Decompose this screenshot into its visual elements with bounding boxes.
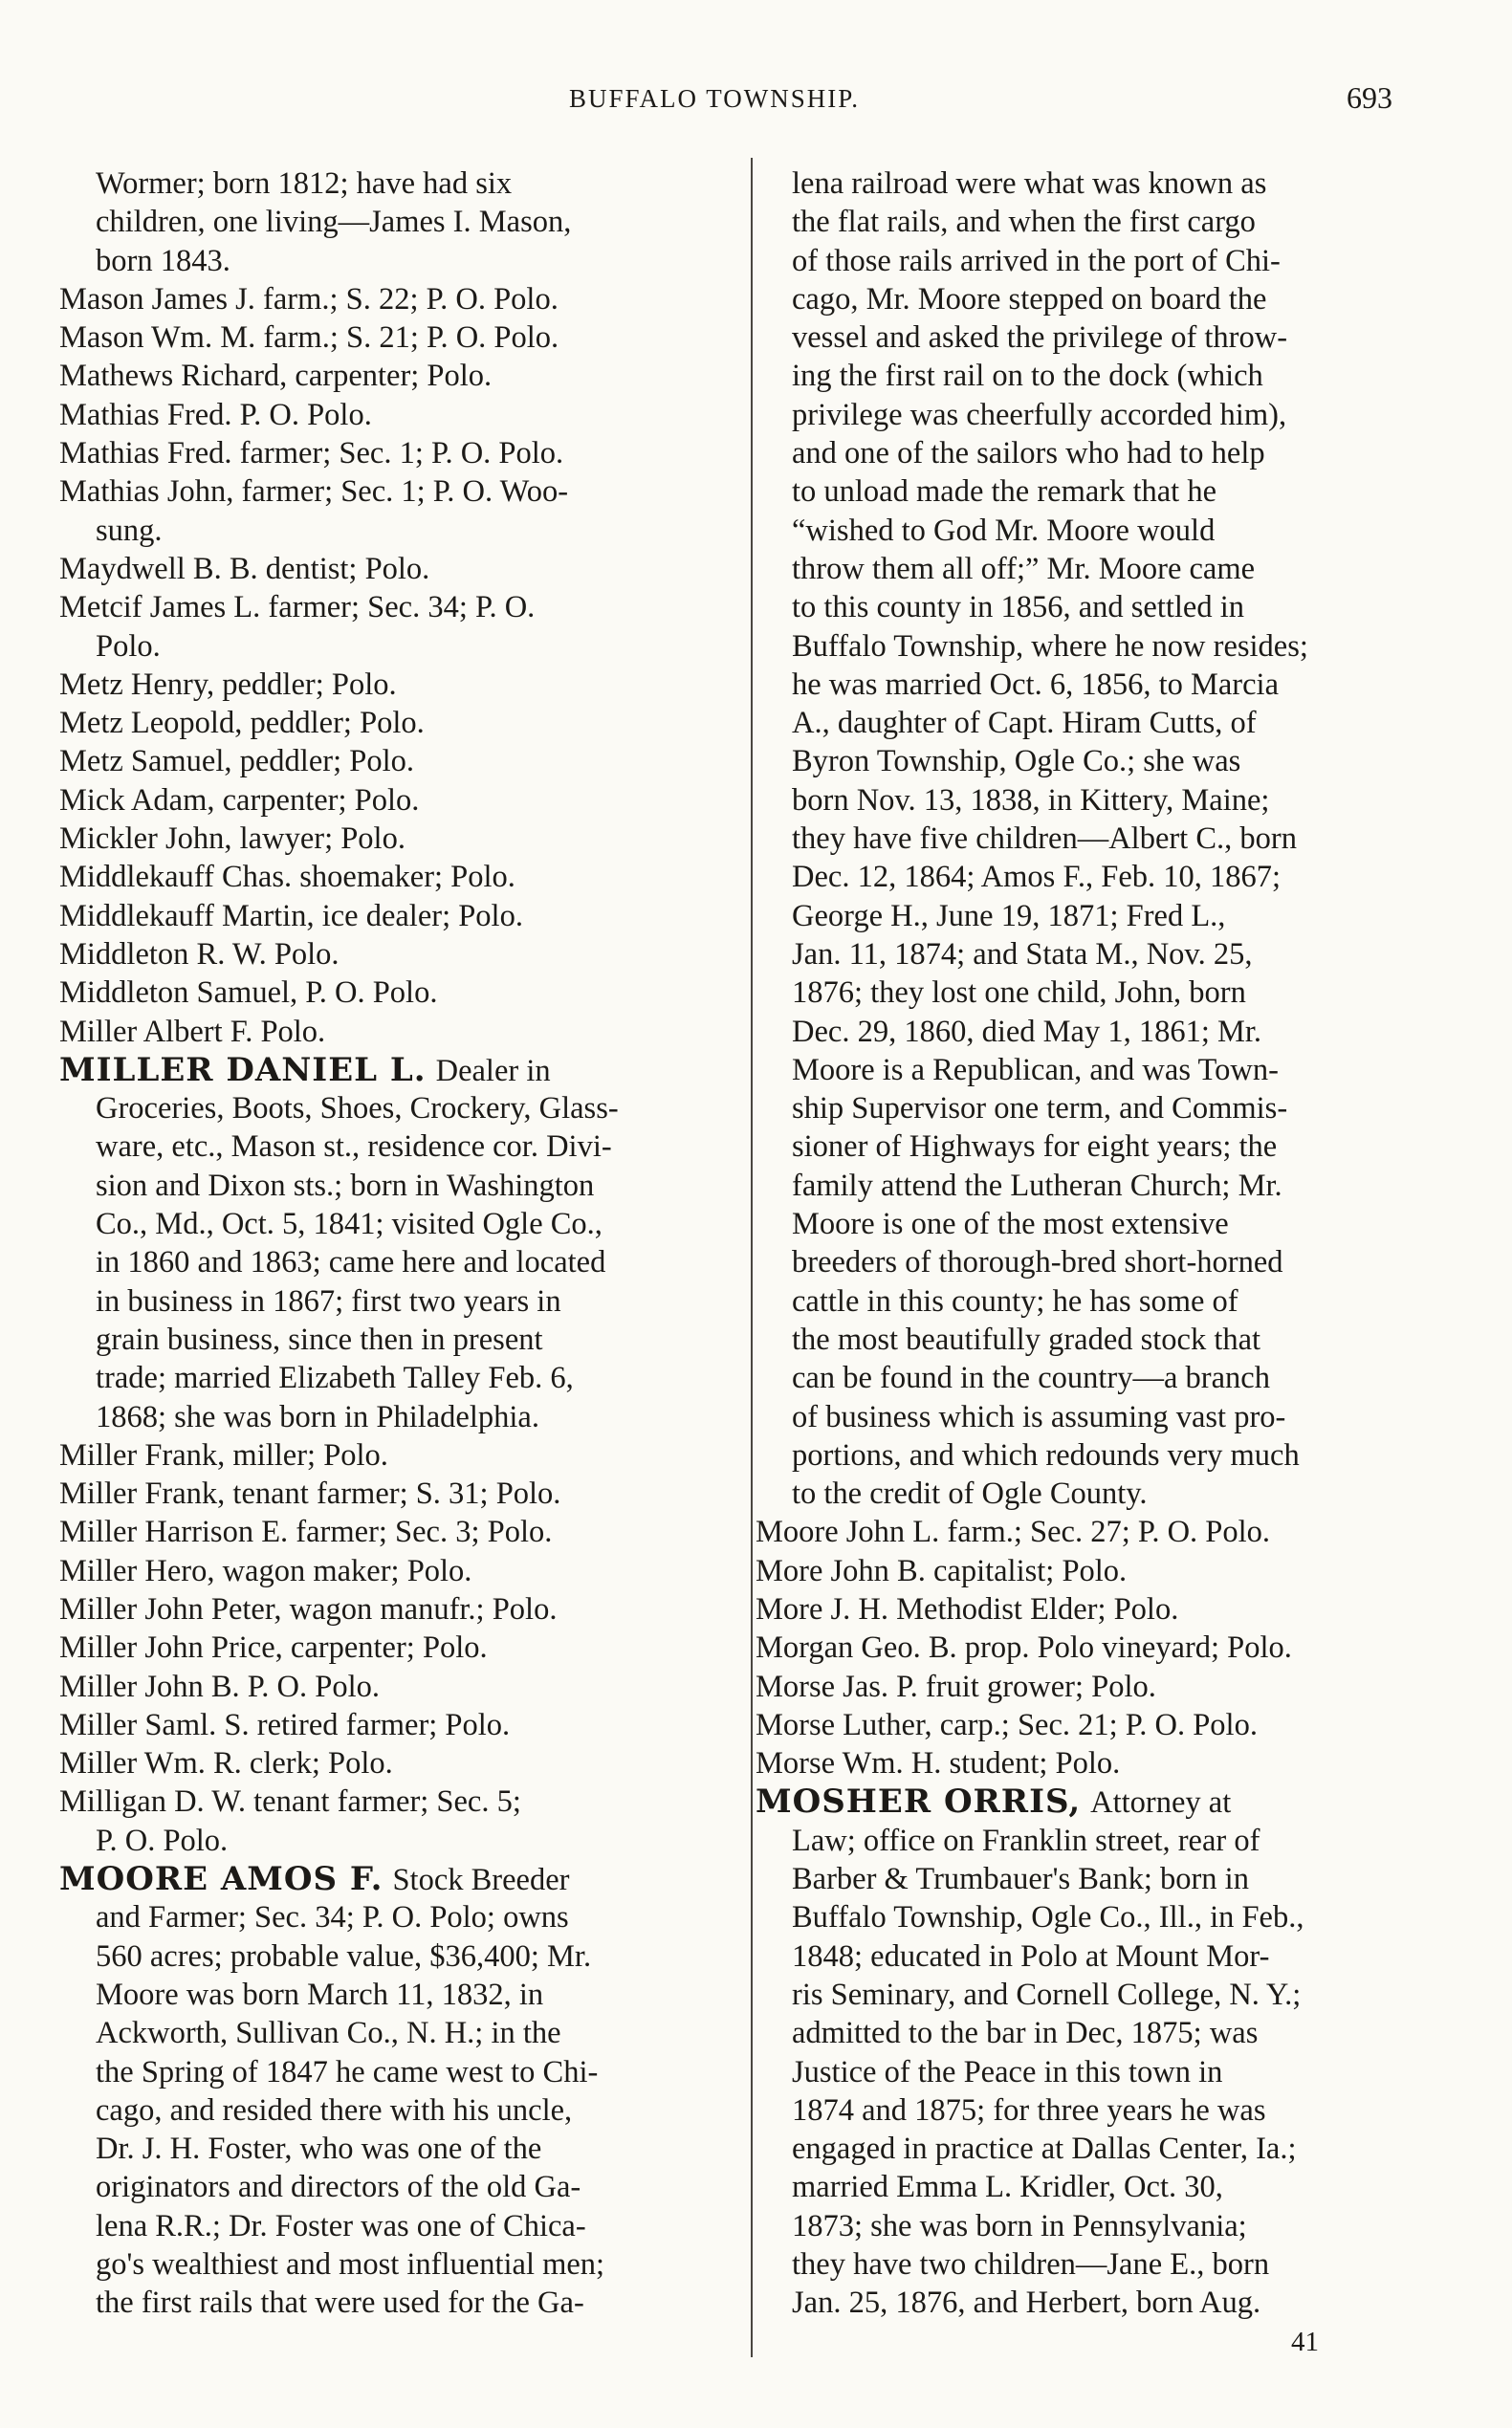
line-text: 1873; she was born in Pennsylvania; [792, 2208, 1247, 2243]
line-text: Miller Saml. S. retired farmer; Polo. [59, 1707, 511, 1742]
text-line [59, 1976, 710, 2014]
line-text: lena R.R.; Dr. Foster was one of Chica- [96, 2208, 586, 2243]
line-text: sung. [96, 513, 163, 548]
text-line [59, 1243, 710, 1281]
text-line [59, 1436, 710, 1475]
text-line [756, 627, 1406, 666]
line-text: the most beautifully graded stock that [792, 1322, 1261, 1357]
line-text: A., daughter of Capt. Hiram Cutts, of [792, 706, 1257, 741]
text-line [756, 666, 1406, 704]
text-line [756, 164, 1406, 203]
line-text: originators and directors of the old Ga- [96, 2170, 581, 2205]
line-text: can be found in the country—a branch [792, 1361, 1270, 1396]
text-line [59, 1013, 710, 1051]
text-line [59, 1629, 710, 1667]
text-line [59, 897, 710, 935]
text-line [59, 242, 710, 280]
text-line [59, 1321, 710, 1359]
line-text: Moore is a Republican, and was Town- [792, 1052, 1279, 1087]
text-line [756, 897, 1406, 935]
line-text: Wormer; born 1812; have had six [96, 166, 513, 201]
text-line [59, 858, 710, 896]
text-line [756, 1783, 1406, 1821]
text-line [756, 1744, 1406, 1783]
entry-name-heading: MILLER DANIEL L. [59, 1050, 427, 1089]
text-line [59, 1668, 710, 1706]
text-line [59, 1089, 710, 1127]
text-line [756, 434, 1406, 472]
text-line [756, 1475, 1406, 1513]
line-text: Moore was born March 11, 1832, in [96, 1977, 544, 2012]
line-text: “wished to God Mr. Moore would [792, 513, 1216, 548]
text-line [59, 1282, 710, 1321]
text-line [756, 512, 1406, 550]
text-line [756, 550, 1406, 588]
text-line [756, 1398, 1406, 1436]
line-text: P. O. Polo. [96, 1823, 229, 1858]
text-line [59, 1051, 710, 1089]
line-text: Middleton R. W. Polo. [59, 936, 340, 972]
text-line [59, 396, 710, 434]
text-line [756, 820, 1406, 858]
line-text: sion and Dixon sts.; born in Washington [96, 1168, 595, 1203]
line-text: the flat rails, and when the first cargo [792, 205, 1256, 240]
line-text: Dec. 12, 1864; Amos F., Feb. 10, 1867; [792, 860, 1282, 895]
line-text: grain business, since then in present [96, 1322, 543, 1357]
page-number: 693 [1347, 80, 1392, 115]
text-line [756, 973, 1406, 1012]
text-line [59, 2053, 710, 2091]
line-text: 1876; they lost one child, John, born [792, 975, 1246, 1011]
text-line [59, 1167, 710, 1205]
line-text: sioner of Highways for eight years; the [792, 1129, 1278, 1165]
text-line [59, 203, 710, 241]
line-text: he was married Oct. 6, 1856, to Marcia [792, 667, 1280, 702]
line-text: ship Supervisor one term, and Commis- [792, 1091, 1288, 1127]
line-text: Morse Luther, carp.; Sec. 21; P. O. Polo. [756, 1707, 1258, 1742]
text-line [59, 935, 710, 973]
line-text: Mathias Fred. P. O. Polo. [59, 397, 372, 432]
line-text: to unload made the remark that he [792, 474, 1217, 510]
text-line [59, 666, 710, 704]
line-text: Mickler John, lawyer; Polo. [59, 821, 405, 857]
text-line [756, 2091, 1406, 2130]
text-line [756, 1013, 1406, 1051]
line-text: ware, etc., Mason st., residence cor. Divi- [96, 1129, 612, 1165]
text-line [756, 1668, 1406, 1706]
text-line [756, 1976, 1406, 2014]
text-line [59, 2091, 710, 2130]
line-text: breeders of thorough-bred short-horned [792, 1245, 1283, 1280]
text-line [756, 781, 1406, 820]
line-text: Jan. 11, 1874; and Stata M., Nov. 25, [792, 936, 1253, 972]
text-line [756, 1629, 1406, 1667]
line-text: of business which is assuming vast pro- [792, 1399, 1286, 1434]
text-line [59, 1860, 710, 1898]
text-line [756, 1513, 1406, 1551]
line-text: Metcif James L. farmer; Sec. 34; P. O. [59, 590, 536, 625]
line-text: Buffalo Township, where he now resides; [792, 628, 1308, 664]
text-line [59, 280, 710, 318]
text-line [756, 318, 1406, 357]
text-line [59, 1475, 710, 1513]
line-text: Miller Harrison E. farmer; Sec. 3; Polo. [59, 1515, 553, 1550]
text-line [756, 2168, 1406, 2206]
text-line [756, 396, 1406, 434]
text-line [756, 2053, 1406, 2091]
text-line [59, 1590, 710, 1629]
text-line [756, 2130, 1406, 2168]
line-text: More J. H. Methodist Elder; Polo. [756, 1591, 1179, 1627]
line-text: Mick Adam, carpenter; Polo. [59, 782, 420, 818]
text-line [756, 1089, 1406, 1127]
line-text: ing the first rail on to the dock (which [792, 359, 1263, 394]
text-line [59, 588, 710, 626]
text-line [59, 1552, 710, 1590]
line-text: engaged in practice at Dallas Center, Ia.; [792, 2132, 1297, 2167]
text-line [59, 2130, 710, 2168]
text-line [59, 2245, 710, 2284]
text-line [59, 472, 710, 511]
line-text: Buffalo Township, Ogle Co., Ill., in Feb., [792, 1900, 1304, 1936]
text-line [59, 1822, 710, 1860]
text-line [59, 1937, 710, 1976]
line-text: Ackworth, Sullivan Co., N. H.; in the [96, 2016, 561, 2051]
line-text: in business in 1867; first two years in [96, 1283, 561, 1319]
text-line [756, 1127, 1406, 1166]
line-text: Miller John B. P. O. Polo. [59, 1669, 380, 1704]
text-line [59, 627, 710, 666]
line-text: the Spring of 1847 he came west to Chi- [96, 2054, 599, 2089]
text-line [59, 1398, 710, 1436]
line-text: Attorney at [1090, 1785, 1232, 1821]
text-line [59, 164, 710, 203]
line-text: Miller Wm. R. clerk; Polo. [59, 1746, 393, 1782]
text-line [756, 1051, 1406, 1089]
line-text: and one of the sailors who had to help [792, 436, 1265, 471]
text-line [59, 1744, 710, 1783]
line-text: to this county in 1856, and settled in [792, 590, 1245, 625]
text-line [756, 1590, 1406, 1629]
text-line [756, 280, 1406, 318]
line-text: Metz Samuel, peddler; Polo. [59, 744, 414, 779]
line-text: Law; office on Franklin street, rear of [792, 1823, 1260, 1858]
line-text: George H., June 19, 1871; Fred L., [792, 898, 1226, 933]
text-line [756, 1321, 1406, 1359]
column-divider [751, 158, 753, 2357]
line-text: 1874 and 1875; for three years he was [792, 2092, 1266, 2128]
text-line [756, 704, 1406, 742]
text-line [59, 2168, 710, 2206]
line-text: Groceries, Boots, Shoes, Crockery, Glass- [96, 1091, 619, 1127]
text-line [59, 2284, 710, 2322]
line-text: More John B. capitalist; Polo. [756, 1553, 1128, 1588]
left-column [59, 164, 710, 2323]
line-text: Mason Wm. M. farm.; S. 21; P. O. Polo. [59, 320, 559, 356]
line-text: in 1860 and 1863; came here and located [96, 1245, 606, 1280]
text-line [59, 1359, 710, 1397]
line-text: privilege was cheerfully accorded him), [792, 397, 1287, 432]
line-text: born Nov. 13, 1838, in Kittery, Maine; [792, 782, 1270, 818]
line-text: 1868; she was born in Philadelphia. [96, 1399, 539, 1434]
line-text: they have five children—Albert C., born [792, 821, 1297, 857]
entry-name-heading: MOORE AMOS F. [59, 1860, 383, 1899]
text-line [756, 1937, 1406, 1976]
line-text: trade; married Elizabeth Talley Feb. 6, [96, 1361, 574, 1396]
text-line [59, 2014, 710, 2052]
text-line [59, 512, 710, 550]
line-text: married Emma L. Kridler, Oct. 30, [792, 2170, 1223, 2205]
text-line [756, 2207, 1406, 2245]
text-line [756, 472, 1406, 511]
text-line [756, 203, 1406, 241]
text-line [756, 1359, 1406, 1397]
line-text: Moore John L. farm.; Sec. 27; P. O. Polo. [756, 1515, 1271, 1550]
text-line [59, 1513, 710, 1551]
line-text: Polo. [96, 628, 161, 664]
running-header: BUFFALO TOWNSHIP. [569, 84, 861, 113]
text-line [756, 2284, 1406, 2322]
line-text: Metz Leopold, peddler; Polo. [59, 706, 425, 741]
line-text: they have two children—Jane E., born [792, 2247, 1270, 2283]
line-text: Moore is one of the most extensive [792, 1207, 1229, 1242]
text-line [59, 1127, 710, 1166]
line-text: cago, and resided there with his uncle, [96, 2092, 573, 2128]
line-text: Metz Henry, peddler; Polo. [59, 667, 397, 702]
line-text: go's wealthiest and most influential men; [96, 2247, 605, 2283]
text-line [756, 1282, 1406, 1321]
text-line [756, 242, 1406, 280]
text-line [59, 318, 710, 357]
text-line [756, 1898, 1406, 1936]
text-line [59, 357, 710, 395]
line-text: Stock Breeder [392, 1863, 570, 1898]
text-line [756, 1860, 1406, 1898]
text-line [756, 858, 1406, 896]
line-text: throw them all off;” Mr. Moore came [792, 551, 1256, 586]
line-text: cattle in this county; he has some of [792, 1283, 1238, 1319]
text-line [59, 1706, 710, 1744]
line-text: Justice of the Peace in this town in [792, 2054, 1223, 2089]
line-text: Jan. 25, 1876, and Herbert, born Aug. [792, 2286, 1261, 2321]
signature-mark: 41 [1291, 2327, 1319, 2357]
line-text: portions, and which redounds very much [792, 1437, 1300, 1473]
line-text: 560 acres; probable value, $36,400; Mr. [96, 1938, 592, 1974]
line-text: Middlekauff Chas. shoemaker; Polo. [59, 860, 515, 895]
text-line [59, 1783, 710, 1821]
line-text: vessel and asked the privilege of throw- [792, 320, 1288, 356]
line-text: children, one living—James I. Mason, [96, 205, 572, 240]
line-text: Miller Frank, miller; Polo. [59, 1437, 388, 1473]
line-text: admitted to the bar in Dec, 1875; was [792, 2016, 1259, 2051]
line-text: family attend the Lutheran Church; Mr. [792, 1168, 1282, 1203]
line-text: Miller John Price, carpenter; Polo. [59, 1630, 488, 1666]
text-line [756, 1552, 1406, 1590]
text-line [756, 935, 1406, 973]
line-text: Barber & Trumbauer's Bank; born in [792, 1862, 1249, 1897]
line-text: Dec. 29, 1860, died May 1, 1861; Mr. [792, 1014, 1262, 1049]
line-text: Miller Frank, tenant farmer; S. 31; Polo. [59, 1476, 561, 1512]
text-line [756, 1822, 1406, 1860]
line-text: Dr. J. H. Foster, who was one of the [96, 2132, 542, 2167]
line-text: Mathias Fred. farmer; Sec. 1; P. O. Polo. [59, 436, 564, 471]
entry-name-heading: MOSHER ORRIS, [756, 1783, 1082, 1822]
line-text: Co., Md., Oct. 5, 1841; visited Ogle Co., [96, 1207, 603, 1242]
text-line [756, 1205, 1406, 1243]
text-line [756, 1243, 1406, 1281]
text-line [59, 820, 710, 858]
text-line [756, 2014, 1406, 2052]
line-text: Miller Albert F. Polo. [59, 1014, 326, 1049]
line-text: lena railroad were what was known as [792, 166, 1267, 201]
line-text: ris Seminary, and Cornell College, N. Y.; [792, 1977, 1302, 2012]
text-line [59, 973, 710, 1012]
text-line [59, 2207, 710, 2245]
right-column [756, 164, 1406, 2323]
line-text: to the credit of Ogle County. [792, 1476, 1148, 1512]
line-text: Miller Hero, wagon maker; Polo. [59, 1553, 472, 1588]
line-text: Milligan D. W. tenant farmer; Sec. 5; [59, 1784, 521, 1820]
line-text: Middleton Samuel, P. O. Polo. [59, 975, 438, 1011]
text-line [756, 1706, 1406, 1744]
text-line [59, 1898, 710, 1936]
line-text: Dealer in [435, 1053, 551, 1088]
text-line [59, 704, 710, 742]
text-line [756, 1167, 1406, 1205]
text-line [59, 781, 710, 820]
text-line [756, 588, 1406, 626]
text-line [756, 357, 1406, 395]
line-text: and Farmer; Sec. 34; P. O. Polo; owns [96, 1900, 569, 1936]
text-line [756, 1436, 1406, 1475]
line-text: Middlekauff Martin, ice dealer; Polo. [59, 898, 523, 933]
line-text: Mathews Richard, carpenter; Polo. [59, 359, 493, 394]
line-text: Morse Wm. H. student; Polo. [756, 1746, 1121, 1782]
line-text: Maydwell B. B. dentist; Polo. [59, 551, 430, 586]
line-text: Morgan Geo. B. prop. Polo vineyard; Polo. [756, 1630, 1292, 1666]
line-text: Mathias John, farmer; Sec. 1; P. O. Woo- [59, 474, 569, 510]
text-line [756, 742, 1406, 780]
text-line [59, 550, 710, 588]
line-text: cago, Mr. Moore stepped on board the [792, 281, 1267, 317]
line-text: born 1843. [96, 243, 230, 278]
line-text: 1848; educated in Polo at Mount Mor- [792, 1938, 1270, 1974]
line-text: Byron Township, Ogle Co.; she was [792, 744, 1241, 779]
text-line [59, 742, 710, 780]
line-text: of those rails arrived in the port of Chi- [792, 243, 1281, 278]
text-line [59, 434, 710, 472]
line-text: Morse Jas. P. fruit grower; Polo. [756, 1669, 1156, 1704]
line-text: Miller John Peter, wagon manufr.; Polo. [59, 1591, 558, 1627]
text-line [756, 2245, 1406, 2284]
text-line [59, 1205, 710, 1243]
line-text: the first rails that were used for the Ga- [96, 2286, 584, 2321]
line-text: Mason James J. farm.; S. 22; P. O. Polo. [59, 281, 559, 317]
